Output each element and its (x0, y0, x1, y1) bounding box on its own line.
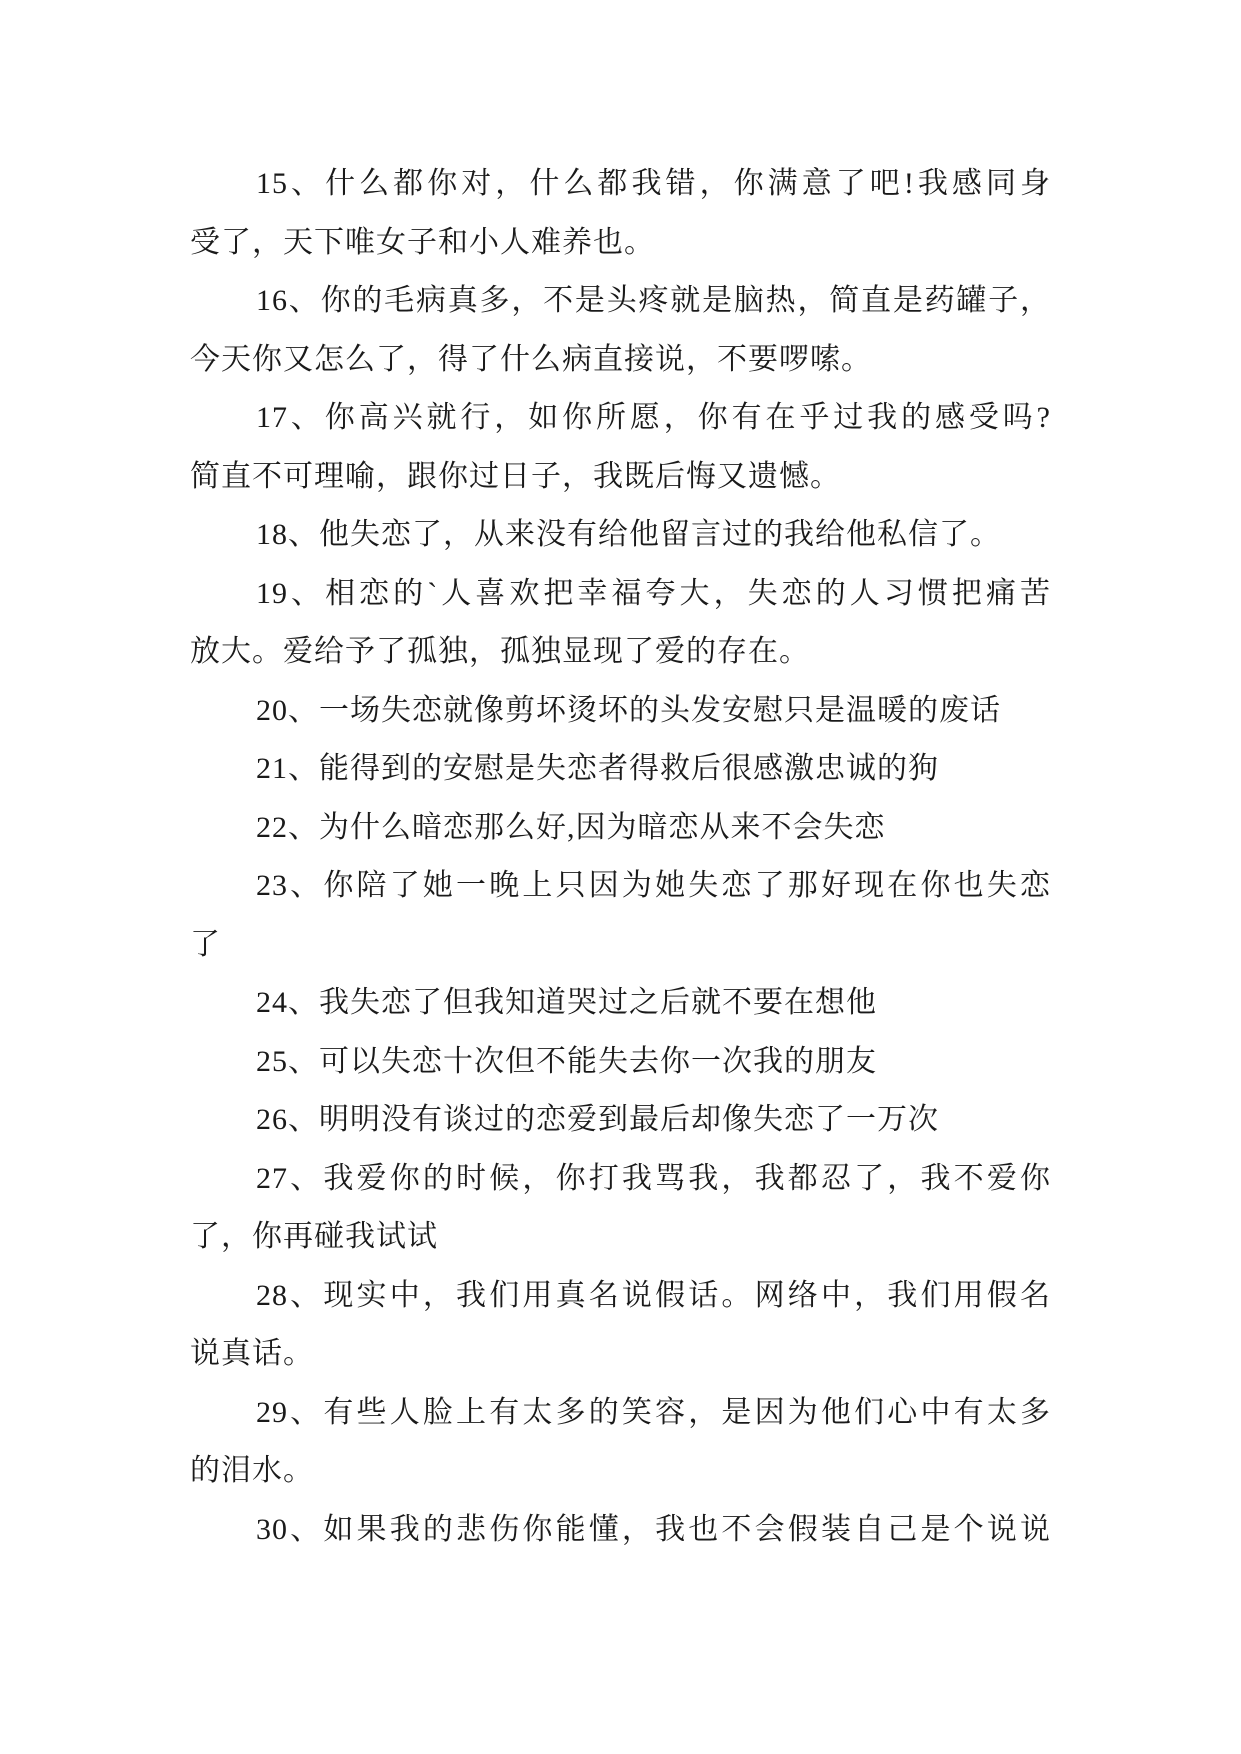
paragraph-line: 说真话。 (190, 1337, 314, 1370)
paragraph-line: 30、如果我的悲伤你能懂，我也不会假装自己是个说说 (256, 1512, 1051, 1546)
paragraph-line: 20、一场失恋就像剪坏烫坏的头发安慰只是温暖的废话 (256, 693, 1001, 727)
paragraph-line: 27、我爱你的时候，你打我骂我，我都忍了，我不爱你 (256, 1161, 1051, 1195)
paragraph-line: 放大。爱给予了孤独，孤独显现了爱的存在。 (190, 635, 810, 668)
paragraph-line: 15、什么都你对，什么都我错，你满意了吧!我感同身 (256, 167, 1051, 200)
paragraph-line: 25、可以失恋十次但不能失去你一次我的朋友 (256, 1044, 877, 1078)
paragraph-24 (190, 974, 1051, 1033)
paragraph-line: 26、明明没有谈过的恋爱到最后却像失恋了一万次 (256, 1103, 939, 1136)
paragraph-15 (190, 155, 1051, 272)
paragraph-line: 了 (190, 927, 221, 961)
paragraph-21 (190, 740, 1051, 799)
paragraph-line: 28、现实中，我们用真名说假话。网络中，我们用假名 (256, 1278, 1051, 1312)
paragraph-line: 17、你高兴就行，如你所愿，你有在乎过我的感受吗? (256, 401, 1051, 434)
paragraph-line: 16、你的毛病真多，不是头疼就是脑热，简直是药罐子， (256, 284, 1051, 317)
paragraph-line: 29、有些人脸上有太多的笑容，是因为他们心中有太多 (256, 1395, 1051, 1429)
paragraph-16 (190, 272, 1051, 389)
paragraph-line: 22、为什么暗恋那么好,因为暗恋从来不会失恋 (256, 810, 886, 844)
paragraph-29 (190, 1384, 1051, 1501)
paragraph-line: 今天你又怎么了，得了什么病直接说，不要啰嗦。 (190, 342, 872, 376)
paragraph-line: 了，你再碰我试试 (190, 1220, 438, 1253)
paragraph-line: 简直不可理喻，跟你过日子，我既后悔又遗憾。 (190, 459, 841, 493)
paragraph-line: 受了，天下唯女子和小人难养也。 (190, 225, 655, 259)
paragraph-line: 的泪水。 (190, 1454, 314, 1487)
paragraph-line: 19、相恋的`人喜欢把幸福夸大，失恋的人习惯把痛苦 (256, 576, 1051, 610)
paragraph-26 (190, 1091, 1051, 1150)
paragraph-30 (190, 1501, 1051, 1560)
paragraph-23 (190, 857, 1051, 974)
paragraph-line: 24、我失恋了但我知道哭过之后就不要在想他 (256, 986, 877, 1019)
paragraph-19 (190, 565, 1051, 682)
document-body (190, 155, 1051, 1559)
paragraph-27 (190, 1150, 1051, 1267)
paragraph-18 (190, 506, 1051, 565)
paragraph-25 (190, 1033, 1051, 1092)
paragraph-22 (190, 799, 1051, 858)
paragraph-line: 21、能得到的安慰是失恋者得救后很感激忠诚的狗 (256, 752, 939, 785)
paragraph-28 (190, 1267, 1051, 1384)
paragraph-20 (190, 682, 1051, 741)
paragraph-17 (190, 389, 1051, 506)
paragraph-line: 18、他失恋了，从来没有给他留言过的我给他私信了。 (256, 518, 1001, 551)
paragraph-line: 23、你陪了她一晚上只因为她失恋了那好现在你也失恋 (256, 869, 1051, 902)
